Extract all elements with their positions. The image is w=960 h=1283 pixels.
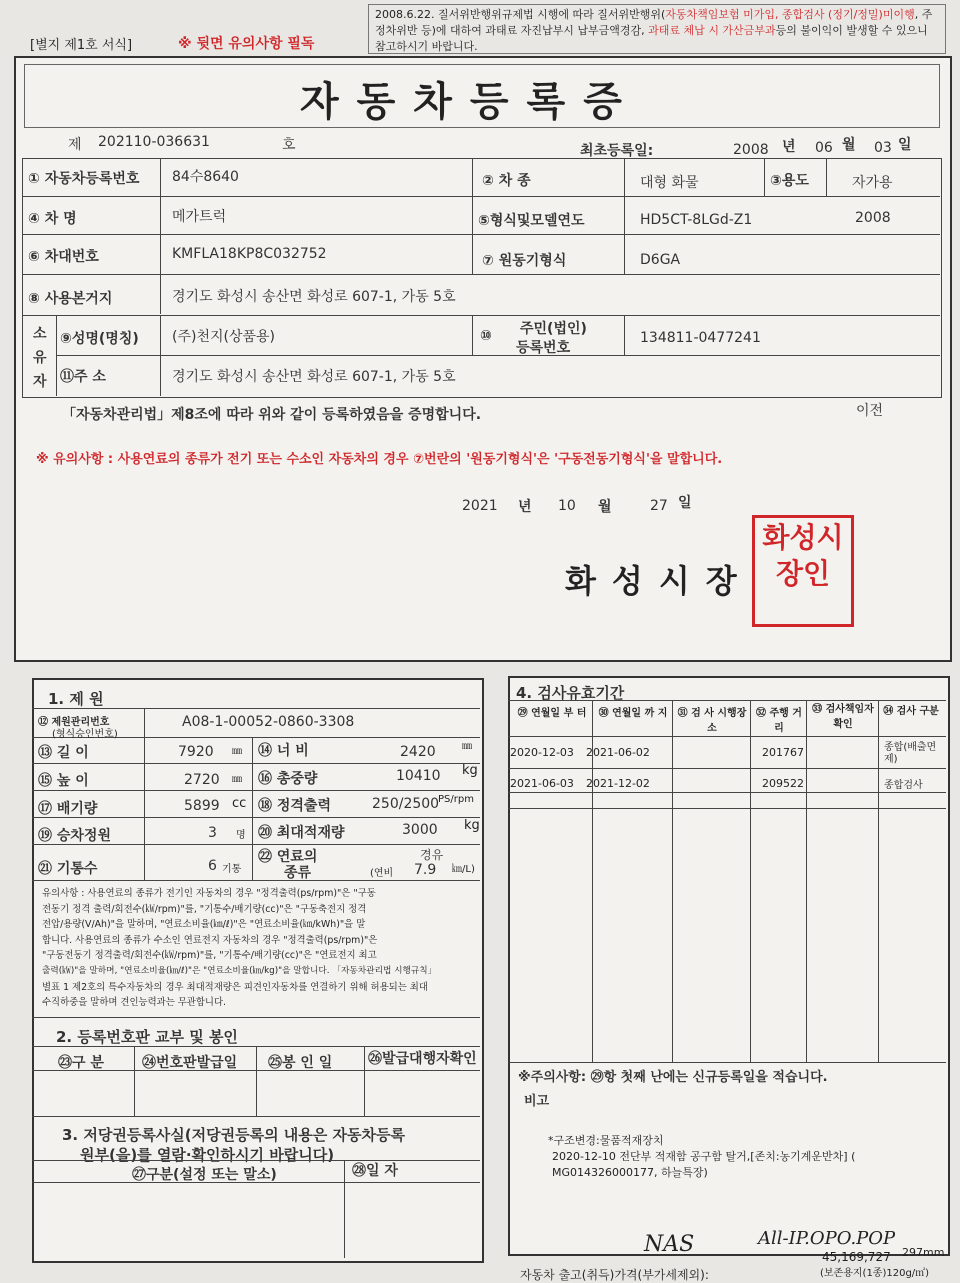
length-label: ⑬ 길 이 — [38, 745, 89, 761]
weight-value: 10410 — [396, 768, 441, 784]
first-reg-month-unit: 월 — [842, 137, 856, 153]
law-notice: 2008.6.22. 질서위반행위규제법 시행에 따라 질서위반행위(자동차책임보험 미가입, 종합검사 (정기/정밀)미이행, 주정차위반 등)에 대하여 과태료 자진납부시 납부금액경감, 과태료 체납 시 가산금부과등의 불이익이 발생할 수 있으니 참고하시기 바랍니다. — [368, 4, 946, 54]
owner-id-value: 134811-0477241 — [640, 330, 761, 346]
inspection-header-from: ㉙ 연월일 부 터 — [517, 708, 587, 719]
displacement-value: 5899 — [184, 798, 220, 814]
displacement-unit: cc — [232, 796, 247, 811]
fuel-value: 경유 — [420, 848, 444, 862]
weight-unit: kg — [462, 763, 478, 778]
inspection-header-place: ㉛ 검 사 시행장소 — [677, 708, 747, 734]
reg-no-value: 84수8640 — [172, 169, 239, 185]
spec-notes: 유의사항 : 사용연료의 종류가 전기인 자동차의 경우 "정격출력(ps/rpm)"은 "구동 전동기 정격 출력/회전수(㎾/rpm)"를, "기통수/배기량(cc)"은 "구동축전지 정격 전압/용량(V/Ah)"을 말하며, "연료소비율(㎞/ℓ)"은 "연료소비율(㎞/kWh)"을 말 합니다. 사용연료의 종류가 수소인 연료전지 자동차의 경우 "정격출력(ps/rpm)"은 "구동전동기 정격출력/회전수(㎾/rpm)"를, "기통수/배기량(cc)"은 "연료전지 최고 출력(㎾)"을 말하며, "연료소비율(㎞/ℓ)"은 "연료소비율(㎞/kg)"을 말합니다. 「자동차관리법 시행규칙」 별표 1 제2호의 특수자동차의 경우 최대적재량은 피견인자동차를 연결하기 위해 허용되는 최대 수직하중을 말하며 견인능력과는 무관합니다. — [42, 888, 437, 1009]
load-value: 3000 — [402, 822, 438, 838]
inspection-header-to: ㉚ 연월일 까 지 — [598, 708, 668, 719]
plate-col-category: ㉓구 분 — [58, 1055, 104, 1071]
issue-day: 27 — [650, 498, 668, 514]
owner-address-value: 경기도 화성시 송산면 화성로 607-1, 가동 5호 — [172, 369, 456, 385]
efficiency-unit: ㎞/L) — [452, 864, 475, 875]
efficiency-value: 7.9 — [414, 862, 437, 878]
inspection-header-type: ㉞ 검사 구분 — [883, 706, 939, 717]
owner-id-label-2: 등록번호 — [516, 340, 571, 356]
remarks-line-3: MG014326000177, 하늘특장) — [552, 1166, 708, 1179]
weight-label: ⑯ 총중량 — [258, 771, 318, 787]
owner-name-label: ⑨성명(명칭) — [60, 331, 139, 347]
mgmt-label-2: (형식승인번호) — [52, 729, 118, 740]
price-label: 자동차 출고(취득)가격(부가세제외): — [520, 1268, 709, 1282]
owner-name-value: (주)천지(상품용) — [172, 329, 275, 345]
inspection-header-mileage: ㉜ 주행 거리 — [756, 708, 802, 734]
issue-day-unit: 일 — [678, 495, 692, 511]
vin-value: KMFLA18KP8C032752 — [172, 246, 327, 262]
first-reg-year: 2008 — [733, 142, 769, 158]
inspection-caution: ※주의사항: ㉙항 첫째 난에는 신규등록일을 적습니다. — [518, 1070, 828, 1085]
first-reg-month: 06 — [815, 140, 833, 156]
seats-value: 3 — [208, 825, 217, 841]
issue-month-unit: 월 — [598, 499, 612, 515]
displacement-label: ⑰ 배기량 — [38, 801, 98, 817]
model-label: ⑤형식및모델연도 — [478, 213, 585, 229]
width-label: ⑭ 너 비 — [258, 743, 309, 759]
paper-note: (보존용지(1종)120g/㎡) — [820, 1268, 930, 1279]
width-unit: ㎜ — [462, 741, 472, 752]
first-reg-year-unit: 년 — [782, 139, 796, 155]
power-unit: PS/rpm — [438, 794, 474, 805]
form-notice: ※ 뒷면 유의사항 필독 — [178, 36, 315, 52]
lien-section-title-2: 원부(을)를 열람·확인하시기 바랍니다) — [80, 1146, 335, 1164]
plate-section-title: 2. 등록번호판 교부 및 봉인 — [56, 1028, 238, 1046]
owner-address-label: ⑪주 소 — [60, 369, 106, 385]
inspection-section-title: 4. 검사유효기간 — [516, 684, 625, 702]
fuel-label-2: 종류 — [284, 865, 312, 881]
height-value: 2720 — [184, 772, 220, 788]
fuel-label-1: ㉒ 연료의 — [258, 849, 318, 865]
plate-col-issue-date: ㉔번호판발급일 — [142, 1055, 238, 1071]
first-reg-day: 03 — [874, 140, 892, 156]
cylinders-value: 6 — [208, 858, 217, 874]
power-label: ⑱ 정격출력 — [258, 798, 331, 814]
plate-col-seal-date: ㉕봉 인 일 — [268, 1055, 333, 1071]
base-value: 경기도 화성시 송산면 화성로 607-1, 가동 5호 — [172, 289, 456, 305]
issue-year: 2021 — [462, 498, 498, 514]
load-unit: kg — [464, 818, 480, 833]
number-prefix: 제 — [68, 137, 82, 153]
base-label: ⑧ 사용본거지 — [28, 291, 113, 307]
mgmt-label-1: ⑫ 제원관리번호 — [38, 717, 110, 728]
form-label: [별지 제1호 서식] — [30, 38, 133, 53]
statement-text: 「자동차관리법」제8조에 따라 위와 같이 등록하였음을 증명합니다. — [62, 407, 482, 423]
lien-col-type: ㉗구분(설정 또는 말소) — [132, 1167, 277, 1183]
issue-year-unit: 년 — [518, 499, 532, 515]
first-reg-label: 최초등록일: — [580, 143, 654, 159]
seats-unit: 명 — [236, 830, 246, 841]
issue-month: 10 — [558, 498, 576, 514]
seats-label: ⑲ 승차정원 — [38, 828, 111, 844]
model-value: HD5CT-8LGd-Z1 — [640, 212, 753, 228]
height-unit: ㎜ — [232, 774, 242, 785]
load-label: ⑳ 최대적재량 — [258, 825, 345, 841]
inspection-row-1-to: 2021-06-02 — [586, 746, 650, 759]
vehicle-name-label: ④ 차 명 — [28, 211, 77, 227]
remarks-line-1: *구조변경:물품적재장치 — [548, 1134, 664, 1147]
vehicle-name-value: 메가트럭 — [172, 209, 227, 225]
handwriting-1: NAS — [644, 1232, 695, 1257]
spec-section-title: 1. 제 원 — [48, 690, 104, 708]
remarks-label: 비고 — [524, 1094, 550, 1109]
inspection-row-2-mileage: 209522 — [762, 777, 804, 790]
number-suffix: 호 — [282, 137, 296, 153]
width-value: 2420 — [400, 744, 436, 760]
inspection-row-1-type: 종합(배출면제) — [884, 742, 937, 765]
mgmt-no-value: A08-1-00052-0860-3308 — [182, 714, 355, 730]
owner-vertical-label: 소 유 자 — [33, 326, 47, 390]
paper-size: 297mm — [902, 1246, 945, 1259]
engine-value: D6GA — [640, 252, 681, 268]
inspection-row-2-type: 종합검사 — [884, 780, 923, 791]
handwriting-2: All-IP.OPO.POP — [758, 1228, 896, 1249]
official-seal: 화성시장인 — [752, 515, 854, 627]
owner-id-label-1: 주민(법인) — [520, 321, 587, 337]
power-value: 250/2500 — [372, 796, 440, 812]
inspection-row-2-to: 2021-12-02 — [586, 777, 650, 790]
remarks-line-2: 2020-12-10 전단부 적재함 공구함 탈거,[존치:농기계운반차] ( — [552, 1150, 856, 1163]
vehicle-type-label: ② 차 종 — [482, 173, 531, 189]
model-year-value: 2008 — [855, 210, 891, 226]
efficiency-label: (연비 — [370, 868, 394, 879]
transfer-note: 이전 — [856, 403, 884, 419]
cylinders-label: ㉑ 기통수 — [38, 861, 98, 877]
inspection-header-inspector: ㉝ 검사책임자 확인 — [812, 704, 874, 730]
plate-col-agent: ㉖발급대행자확인 — [368, 1051, 477, 1067]
issuer-name: 화성시장 — [565, 562, 753, 600]
lien-col-date: ㉘일 자 — [352, 1163, 398, 1179]
inspection-row-1-mileage: 201767 — [762, 746, 804, 759]
first-reg-day-unit: 일 — [898, 137, 912, 153]
inspection-row-2-from: 2021-06-03 — [510, 777, 574, 790]
length-unit: ㎜ — [232, 746, 242, 757]
engine-label: ⑦ 원동기형식 — [482, 253, 567, 269]
certificate-title: 자동차등록증 — [300, 78, 640, 125]
use-label: ③용도 — [770, 173, 809, 189]
height-label: ⑮ 높 이 — [38, 773, 89, 789]
certificate-number: 202110-036631 — [98, 134, 210, 150]
vehicle-type-value: 대형 화물 — [640, 175, 699, 191]
price-value: 45,169,727 — [822, 1250, 891, 1264]
use-value: 자가용 — [852, 175, 893, 191]
cylinders-unit: 기통 — [222, 864, 242, 875]
length-value: 7920 — [178, 744, 214, 760]
lien-section-title-1: 3. 저당권등록사실(저당권등록의 내용은 자동차등록 — [62, 1126, 405, 1144]
owner-id-number-mark: ⑩ — [480, 328, 492, 344]
inspection-row-1-from: 2020-12-03 — [510, 746, 574, 759]
vin-label: ⑥ 차대번호 — [28, 249, 99, 265]
statement-caution: ※ 유의사항 : 사용연료의 종류가 전기 또는 수소인 자동차의 경우 ⑦번란의 '원동기형식'은 '구동전동기형식'을 말합니다. — [36, 452, 723, 467]
reg-no-label: ① 자동차등록번호 — [28, 171, 140, 187]
